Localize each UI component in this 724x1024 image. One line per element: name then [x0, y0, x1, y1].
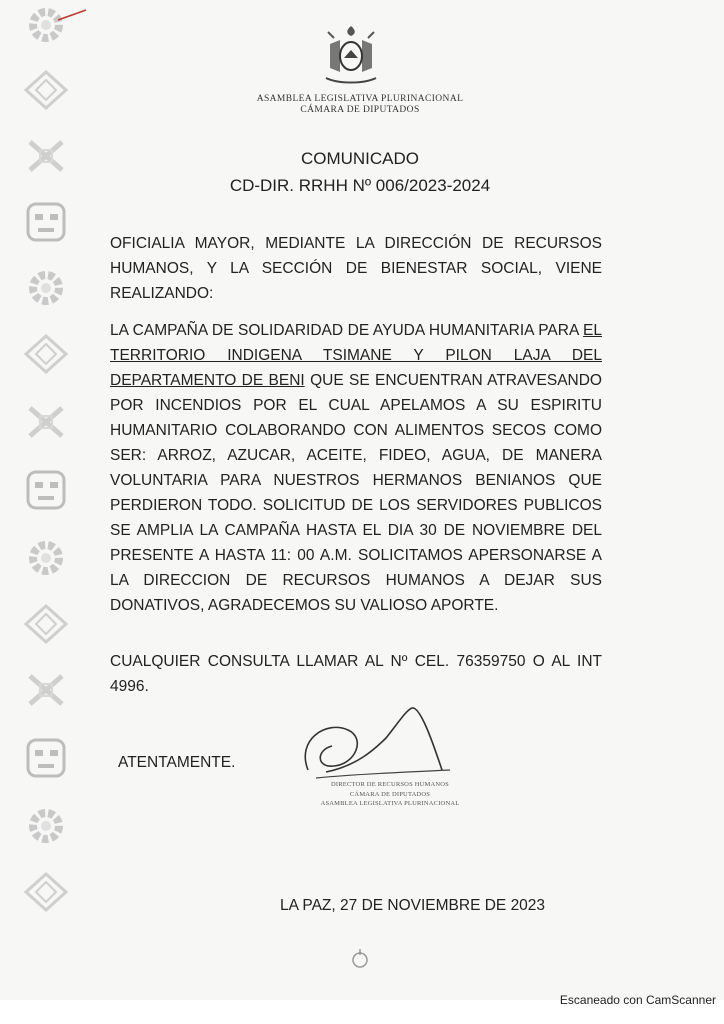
closing-salutation: ATENTAMENTE. [118, 754, 236, 771]
paragraph-campaign-start: LA CAMPAÑA DE SOLIDARIDAD DE AYUDA HUMANITARIA PARA [110, 322, 584, 339]
diamond-motif-icon [22, 334, 72, 374]
cross-motif-icon [22, 670, 72, 710]
document-date: LA PAZ, 27 DE NOVIEMBRE DE 2023 [280, 897, 546, 914]
diamond-motif-icon [22, 604, 72, 644]
paragraph-campaign-end: QUE SE ENCUENTRAN ATRAVESANDO POR INCENDIOS POR EL CUAL APELAMOS A SU ESPIRITU HUMANITARIO COLABORANDO CON ALIMENTOS SECOS COMO SER: ARROZ, AZUCAR, ACEITE, FIDEO, AGUA, DE MANERA VOLUNTARIA PARA NUESTROS HERMANOS BENIANOS QUE PERDIERON TODO. SOLICITUD DE LOS SERVIDORES PUBLICOS SE AMPLIA LA CAMPAÑA HASTA EL DIA 30 DE NOVIEMBRE DEL PRESENTE A HASTA 11: 00 A.M. SOLICITAMOS APERSONARSE A LA DIRECCION DE RECURSOS HUMANOS A DEJAR SUS DONATIVOS, AGRADECEMOS SU VALIOSO APORTE. [110, 372, 602, 614]
document-title: COMUNICADO [300, 149, 420, 168]
mask-motif-icon [22, 468, 72, 512]
gear-motif-icon [22, 806, 72, 846]
stamp-chamber: CÁMARA DE DIPUTADOS [349, 791, 431, 798]
diamond-motif-icon [22, 872, 72, 912]
paragraph-campaign [110, 318, 602, 618]
paragraph-intro: OFICIALIA MAYOR, MEDIANTE LA DIRECCIÓN DE RECURSOS HUMANOS, Y LA SECCIÓN DE BIENESTAR SOCIAL, VIENE REALIZANDO: [110, 235, 602, 302]
pen-mark-icon [56, 8, 88, 22]
diamond-motif-icon [22, 70, 72, 110]
gear-motif-icon [22, 268, 72, 308]
stamp-assembly: ASAMBLEA LEGISLATIVA PLURINACIONAL [320, 800, 460, 807]
mask-motif-icon [22, 200, 72, 244]
gear-motif-icon [22, 538, 72, 578]
stamp-title: DIRECTOR DE RECURSOS HUMANOS [331, 781, 449, 788]
decorative-border [22, 0, 82, 1000]
scanner-watermark: Escaneado con CamScanner [559, 993, 716, 1007]
institution-chamber: CÁMARA DE DIPUTADOS [300, 105, 420, 115]
paragraph-campaign-underlined: EL TERRITORIO INDIGENA TSIMANE Y PILON LAJA DEL DEPARTAMENTO DE BENI [110, 322, 602, 389]
institution-name: ASAMBLEA LEGISLATIVA PLURINACIONAL [256, 94, 464, 104]
cross-motif-icon [22, 402, 72, 442]
faint-seal-icon [345, 945, 375, 975]
mask-motif-icon [22, 736, 72, 780]
paragraph-contact: CUALQUIER CONSULTA LLAMAR AL Nº CEL. 76359750 O AL INT 4996. [110, 653, 602, 695]
document-reference: CD-DIR. RRHH Nº 006/2023-2024 [229, 176, 491, 195]
cross-motif-icon [22, 136, 72, 176]
coat-of-arms-icon [316, 22, 386, 88]
